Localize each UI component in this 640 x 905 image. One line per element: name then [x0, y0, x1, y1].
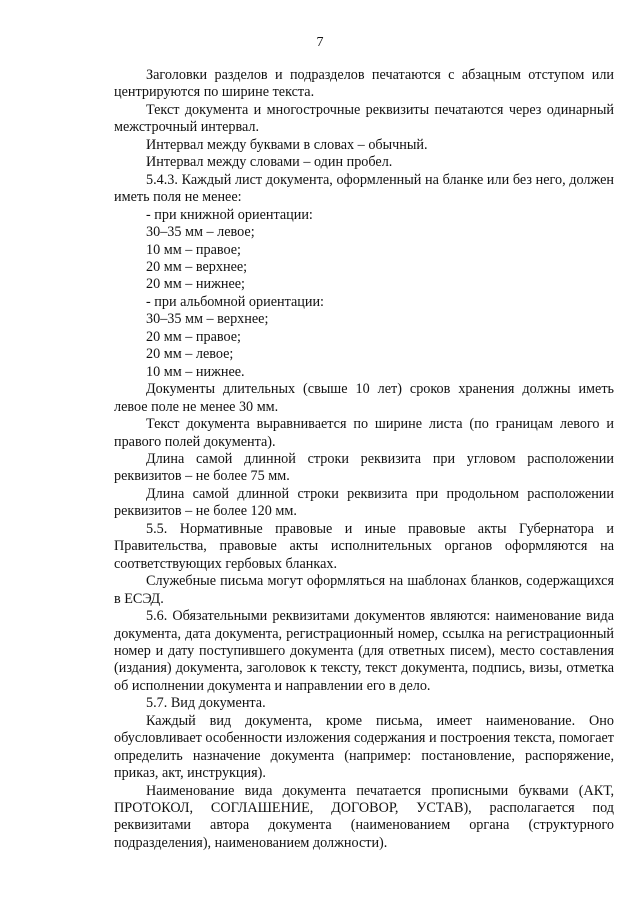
paragraph: Интервал между буквами в словах – обычный.	[146, 136, 428, 153]
list-item: 20 мм – нижнее;	[146, 276, 245, 293]
paragraph: 5.4.3. Каждый лист документа, оформленный на бланке или без него, должен иметь поля не менее:	[114, 171, 614, 206]
paragraph: 5.7. Вид документа.	[146, 695, 266, 712]
paragraph: Интервал между словами – один пробел.	[146, 154, 393, 171]
page-number: 7	[316, 35, 324, 50]
list-item: 30–35 мм – левое;	[146, 224, 255, 241]
paragraph: Текст документа и многострочные реквизиты печатаются через одинарный межстрочный интервал.	[114, 101, 614, 136]
list-item: 20 мм – верхнее;	[146, 258, 248, 275]
list-item: 20 мм – левое;	[146, 346, 234, 363]
paragraph: Длина самой длинной строки реквизита при угловом расположении реквизитов – не более 75 мм.	[114, 450, 614, 485]
paragraph: Заголовки разделов и подразделов печатаются с абзацным отступом или центрируются по ширине текста.	[114, 67, 614, 101]
list-item: 10 мм – нижнее.	[146, 363, 245, 380]
paragraph: Наименование вида документа печатается прописными буквами (АКТ, ПРОТОКОЛ, СОГЛАШЕНИЕ, ДОГОВОР, УСТАВ), располагается под реквизитами автора документа (наименованием органа (структурного подразделения), наименованием должности).	[114, 782, 614, 851]
paragraph: 5.6. Обязательными реквизитами документов являются: наименование вида документа, дата документа, регистрационный номер, ссылка на регистрационный номер и дату поступившего документа (для ответных писем), место составления (издания) документа, заголовок к тексту, текст документа, подпись, визы, отметка об исполнении документа и направлении его в дело.	[114, 608, 614, 694]
list-item: - при альбомной ориентации:	[146, 293, 324, 310]
paragraph: Текст документа выравнивается по ширине листа (по границам левого и правого полей документа).	[114, 416, 614, 450]
paragraph: Каждый вид документа, кроме письма, имеет наименование. Оно обусловливает особенности изложения содержания и построения текста, помогает определить назначение документа (например: постановление, распоряжение, приказ, акт, инструкция).	[114, 712, 614, 782]
list-item: 20 мм – правое;	[146, 328, 241, 345]
paragraph: Длина самой длинной строки реквизита при продольном расположении реквизитов – не более 120 мм.	[114, 485, 614, 520]
paragraph: Служебные письма могут оформляться на шаблонах бланков, содержащихся в ЕСЭД.	[114, 573, 614, 607]
document-body	[114, 67, 614, 852]
list-item: 10 мм – правое;	[146, 241, 241, 258]
paragraph: 5.5. Нормативные правовые и иные правовые акты Губернатора и Правительства, правовые акты исполнительных органов оформляются на соответствующих гербовых бланках.	[114, 520, 614, 572]
paragraph: Документы длительных (свыше 10 лет) сроков хранения должны иметь левое поле не менее 30 мм.	[114, 381, 614, 415]
list-item: 30–35 мм – верхнее;	[146, 311, 269, 328]
list-item: - при книжной ориентации:	[146, 206, 313, 223]
